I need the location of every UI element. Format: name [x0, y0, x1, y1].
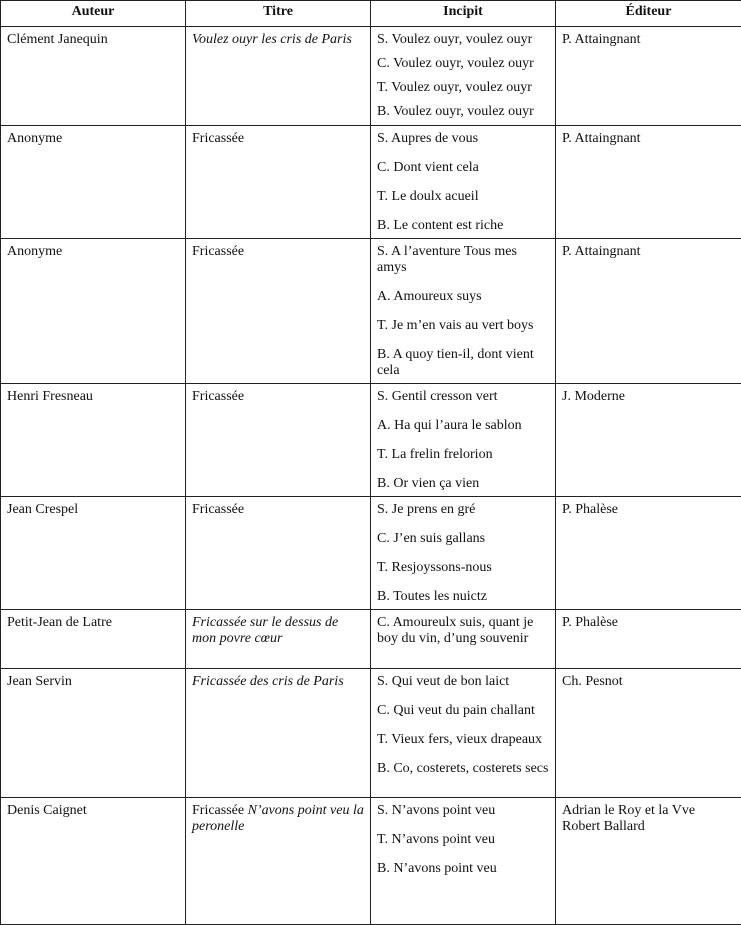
incipit-voice: B. N’avons point veu: [377, 861, 549, 877]
cell-titre: [186, 798, 371, 925]
cell-auteur: Anonyme: [1, 126, 186, 239]
cell-incipit: [371, 126, 556, 239]
cell-titre: [186, 384, 371, 497]
incipit-voice: T. Resjoyssons-nous: [377, 560, 549, 576]
titre-plain: Fricassée: [192, 389, 244, 404]
incipit-voice: T. Voulez ouyr, voulez ouyr: [377, 80, 549, 96]
incipit-voices: [377, 502, 549, 605]
titre-plain: Fricassée: [192, 502, 244, 517]
incipit-voices: [377, 389, 549, 492]
cell-incipit: [371, 497, 556, 610]
incipit-voice: C. Qui veut du pain challant: [377, 703, 549, 719]
cell-editeur: J. Moderne: [556, 384, 741, 497]
titre-italic: Fricassée des cris de Paris: [192, 674, 344, 689]
incipit-voice: S. Gentil cresson vert: [377, 389, 549, 405]
cell-editeur: P. Phalèse: [556, 497, 741, 610]
cell-auteur: Clément Janequin: [1, 27, 186, 126]
incipit-voice: T. N’avons point veu: [377, 832, 549, 848]
cell-editeur: Ch. Pesnot: [556, 669, 741, 798]
cell-editeur: P. Phalèse: [556, 610, 741, 669]
cell-editeur: Adrian le Roy et la Vve Robert Ballard: [556, 798, 741, 925]
cell-incipit: [371, 669, 556, 798]
incipit-voices: [377, 674, 549, 777]
header-editeur: Éditeur: [556, 1, 741, 27]
titre-italic: Voulez ouyr les cris de Paris: [192, 32, 352, 47]
header-auteur: Auteur: [1, 1, 186, 27]
titre-plain: Fricassée: [192, 803, 244, 818]
cell-incipit: [371, 610, 556, 669]
cell-titre: [186, 669, 371, 798]
titre-italic: Fricassée sur le dessus de mon povre cœur: [192, 615, 338, 646]
titre-plain: Fricassée: [192, 131, 244, 146]
table-body: [1, 27, 741, 925]
incipit-voice: S. Qui veut de bon laict: [377, 674, 549, 690]
incipit-voice: B. A quoy tien-il, dont vient cela: [377, 347, 549, 379]
incipit-voice: S. Aupres de vous: [377, 131, 549, 147]
cell-auteur: Jean Servin: [1, 669, 186, 798]
cell-incipit: [371, 239, 556, 384]
incipit-voices: [377, 131, 549, 234]
incipit-voice: B. Voulez ouyr, voulez ouyr: [377, 104, 549, 120]
cell-editeur: P. Attaingnant: [556, 27, 741, 126]
incipit-voice: T. La frelin frelorion: [377, 447, 549, 463]
incipit-voices: [377, 32, 549, 120]
incipit-voice: S. Voulez ouyr, voulez ouyr: [377, 32, 549, 48]
table-header: [1, 1, 741, 27]
incipit-voice: B. Toutes les nuictz: [377, 589, 549, 605]
header-incipit: Incipit: [371, 1, 556, 27]
table-row: [1, 27, 741, 126]
incipit-voice: S. Je prens en gré: [377, 502, 549, 518]
incipit-voice: C. Dont vient cela: [377, 160, 549, 176]
header-row: [1, 1, 741, 27]
cell-titre: [186, 610, 371, 669]
incipit-voices: [377, 803, 549, 877]
table-row: [1, 384, 741, 497]
table-row: [1, 497, 741, 610]
header-titre: Titre: [186, 1, 371, 27]
incipit-voice: C. Amoureulx suis, quant je boy du vin, d’ung souvenir: [377, 615, 549, 647]
table-row: [1, 126, 741, 239]
cell-titre: [186, 497, 371, 610]
table-row: [1, 239, 741, 384]
cell-titre: [186, 126, 371, 239]
incipit-voice: T. Le doulx acueil: [377, 189, 549, 205]
titre-italic: N’avons point veu la peronelle: [192, 803, 364, 834]
cell-auteur: Petit-Jean de Latre: [1, 610, 186, 669]
cell-auteur: Henri Fresneau: [1, 384, 186, 497]
cell-incipit: [371, 798, 556, 925]
incipit-voice: S. N’avons point veu: [377, 803, 549, 819]
cell-titre: [186, 239, 371, 384]
cell-auteur: Anonyme: [1, 239, 186, 384]
incipit-voice: T. Je m’en vais au vert boys: [377, 318, 549, 334]
incipit-voice: B. Or vien ça vien: [377, 476, 549, 492]
cell-editeur: P. Attaingnant: [556, 126, 741, 239]
cell-incipit: [371, 384, 556, 497]
cell-auteur: Denis Caignet: [1, 798, 186, 925]
titre-plain: Fricassée: [192, 244, 244, 259]
cell-editeur: P. Attaingnant: [556, 239, 741, 384]
table-row: [1, 669, 741, 798]
incipit-voice: C. Voulez ouyr, voulez ouyr: [377, 56, 549, 72]
table-row: [1, 610, 741, 669]
table-row: [1, 798, 741, 925]
incipit-voice: B. Co, costerets, costerets secs: [377, 761, 549, 777]
cell-incipit: [371, 27, 556, 126]
incipit-voice: B. Le content est riche: [377, 218, 549, 234]
incipit-voice: C. J’en suis gallans: [377, 531, 549, 547]
incipit-voice: A. Ha qui l’aura le sablon: [377, 418, 549, 434]
cell-auteur: Jean Crespel: [1, 497, 186, 610]
incipit-voice: T. Vieux fers, vieux drapeaux: [377, 732, 549, 748]
incipit-voice: A. Amoureux suys: [377, 289, 549, 305]
incipit-voices: [377, 244, 549, 379]
incipit-voices: [377, 615, 549, 647]
cell-titre: [186, 27, 371, 126]
incipit-voice: S. A l’aventure Tous mes amys: [377, 244, 549, 276]
